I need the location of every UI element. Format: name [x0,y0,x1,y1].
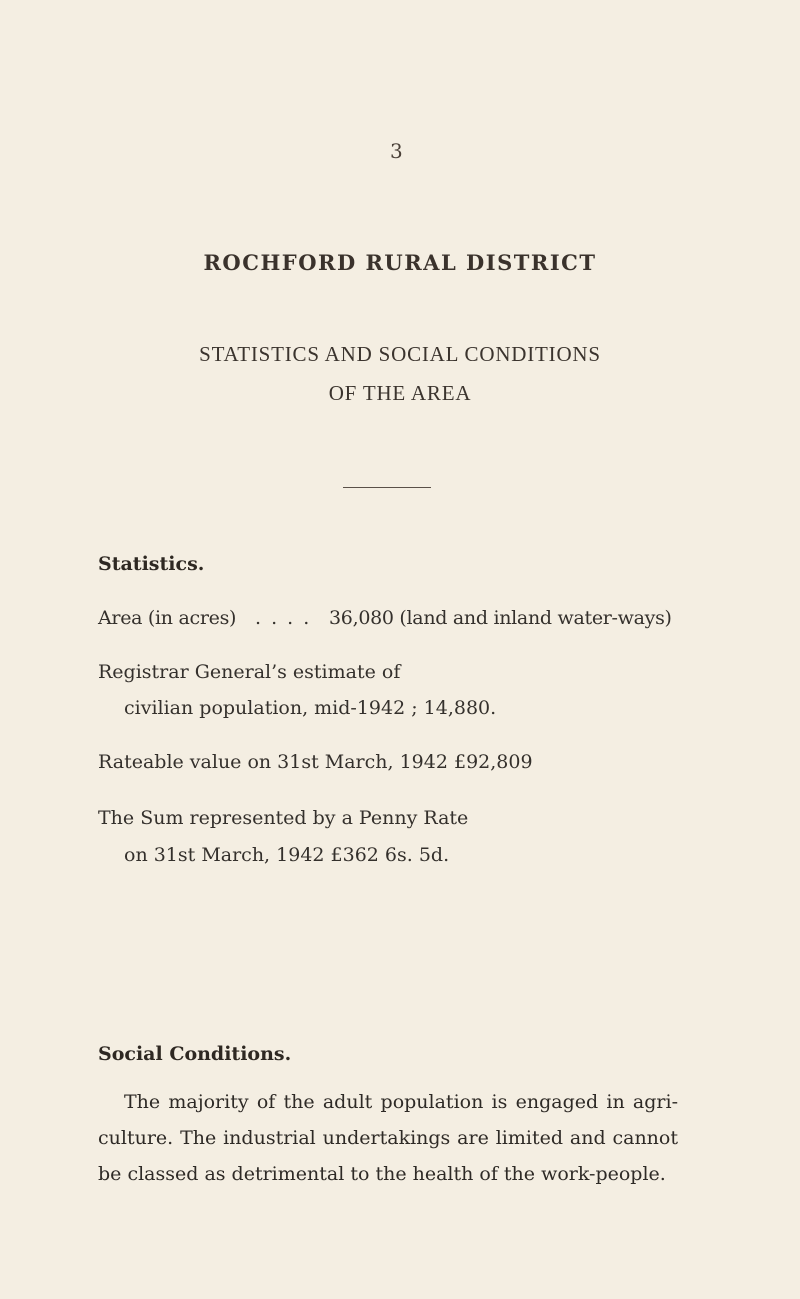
social-conditions-paragraph: The majority of the adult population is engaged in agri-culture. The industrial undertakings are limited and cannot be classed as detrimental to the health of the work-people. [98,1091,678,1185]
area-value: 36,080 (land and inland water-ways) [329,607,672,629]
penny-rate-line-2: on 31st March, 1942 £362 6s. 5d. [124,844,450,866]
section-subtitle-line-2: OF THE AREA [328,381,472,405]
statistics-heading: Statistics. [98,553,205,575]
area-label: Area (in acres) [98,607,237,629]
rateable-value-line: Rateable value on 31st March, 1942 £92,809 [98,751,533,773]
area-leader-dots: . . . . [255,607,312,629]
registrar-estimate-line-2: civilian population, mid-1942 ; 14,880. [124,697,497,719]
district-title: ROCHFORD RURAL DISTRICT [203,250,597,275]
section-subtitle-line-1: STATISTICS AND SOCIAL CONDITIONS [199,342,601,366]
penny-rate-line-1: The Sum represented by a Penny Rate [98,807,469,829]
divider-rule [343,487,431,488]
page-number: 3 [390,139,403,163]
social-conditions-heading: Social Conditions. [98,1043,292,1065]
registrar-estimate-line-1: Registrar General’s estimate of [98,661,401,683]
